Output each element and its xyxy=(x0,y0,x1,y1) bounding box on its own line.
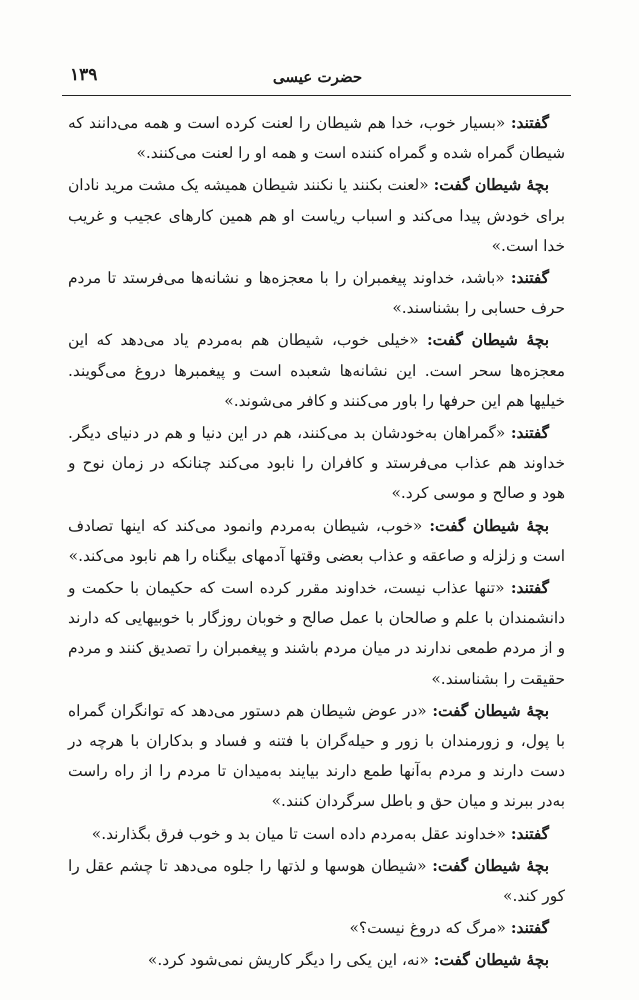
speaker-label: گفتند: xyxy=(510,579,549,598)
paragraph xyxy=(68,913,565,943)
speaker-label: بچهٔ شیطان گفت: xyxy=(432,701,550,720)
paragraph xyxy=(68,819,565,849)
dialogue-text: «گمراهان به‌خودشان بد می‌کنند، هم در این دنیا و هم در دنیای دیگر. خداوند هم عذاب می‌فرستد و کافران را نابود می‌کند چنانکه در زمان نوح و هود و صالح و موسی کرد.» xyxy=(68,424,565,503)
speaker-label: بچهٔ شیطان گفت: xyxy=(429,516,549,535)
paragraph xyxy=(68,170,565,261)
dialogue-text: «لعنت بکنند یا نکنند شیطان همیشه یک مشت مرید نادان برای خودش پیدا می‌کند و اسباب ریاست او هم همین کارهای عجیب و غریب خدا است.» xyxy=(68,176,565,255)
speaker-label: گفتند: xyxy=(510,824,549,843)
paragraph xyxy=(68,945,565,975)
paragraph xyxy=(68,418,565,509)
speaker-label: گفتند: xyxy=(510,269,549,288)
page-number: ۱۳۹ xyxy=(70,65,98,85)
dialogue-text: «شیطان هوسها و لذتها را جلوه می‌دهد تا چشم عقل را کور کند.» xyxy=(68,856,565,906)
speaker-label: بچهٔ شیطان گفت: xyxy=(433,951,549,970)
dialogue-text: «باشد، خداوند پیغمبران را با معجزه‌ها و نشانه‌ها می‌فرستد تا مردم حرف حسابی را بشناسند.» xyxy=(68,269,565,318)
dialogue-text: «خداوند عقل به‌مردم داده است تا میان بد و خوب فرق بگذارند.» xyxy=(91,824,511,843)
running-title: حضرت عیسی xyxy=(272,68,363,86)
speaker-label: گفتند: xyxy=(510,424,549,443)
header-rule xyxy=(62,95,571,96)
page-header xyxy=(64,62,571,92)
speaker-label: گفتند: xyxy=(510,114,549,132)
speaker-label: بچهٔ شیطان گفت: xyxy=(426,331,550,350)
dialogue-text: «بسیار خوب، خدا هم شیطان را لعنت کرده است و همه می‌دانند که شیطان گمراه شده و گمراه کننده است و همه او را لعنت می‌کنند.» xyxy=(68,114,565,163)
dialogue-text: «خیلی خوب، شیطان هم به‌مردم یاد می‌دهد که این معجزه‌ها سحر است. این نشانه‌ها شعبده است و پیغمبرها دروغ می‌گویند. خیلیها هم این حرفها را باور می‌کنند و کافر می‌شوند.» xyxy=(68,331,565,410)
paragraph xyxy=(68,263,565,323)
paragraph xyxy=(68,573,565,694)
dialogue-text: «مرگ که دروغ نیست؟» xyxy=(349,919,511,938)
paragraph xyxy=(68,325,565,416)
paragraph xyxy=(68,511,565,571)
body-text xyxy=(68,108,565,978)
dialogue-text: «در عوض شیطان هم دستور می‌دهد که توانگران گمراه با پول، و زورمندان با زور و حیله‌گران با فتنه و فساد و بدکاران با هرچه در دست دارند و مردم به‌آنها طمع دارند بیایند به‌میدان تا مردم را از راه راست به‌در ببرند و میان حق و باطل سرگردان کنند.» xyxy=(68,701,565,811)
paragraph xyxy=(68,696,565,817)
dialogue-text: «خوب، شیطان به‌مردم وانمود می‌کند که اینها تصادف است و زلزله و صاعقه و عذاب بعضی وقتها آدمهای بیگناه را هم نابود می‌کند.» xyxy=(68,516,565,565)
dialogue-text: «نه، این یکی را دیگر کاریش نمی‌شود کرد.» xyxy=(147,951,434,970)
speaker-label: بچهٔ شیطان گفت: xyxy=(433,176,549,195)
paragraph xyxy=(68,108,565,168)
paragraph xyxy=(68,851,565,911)
dialogue-text: «تنها عذاب نیست، خداوند مقرر کرده است که حکیمان با حکمت و دانشمندان با علم و صالحان با عمل صالح و خوبان روزگار با خوبیهایی که دارند و از مردم طمعی ندارند در میان مردم باشند و پیغمبران را تصدیق کنند و مردم حقیقت را بشناسند.» xyxy=(68,579,565,688)
speaker-label: بچهٔ شیطان گفت: xyxy=(432,856,549,875)
speaker-label: گفتند: xyxy=(510,919,549,938)
